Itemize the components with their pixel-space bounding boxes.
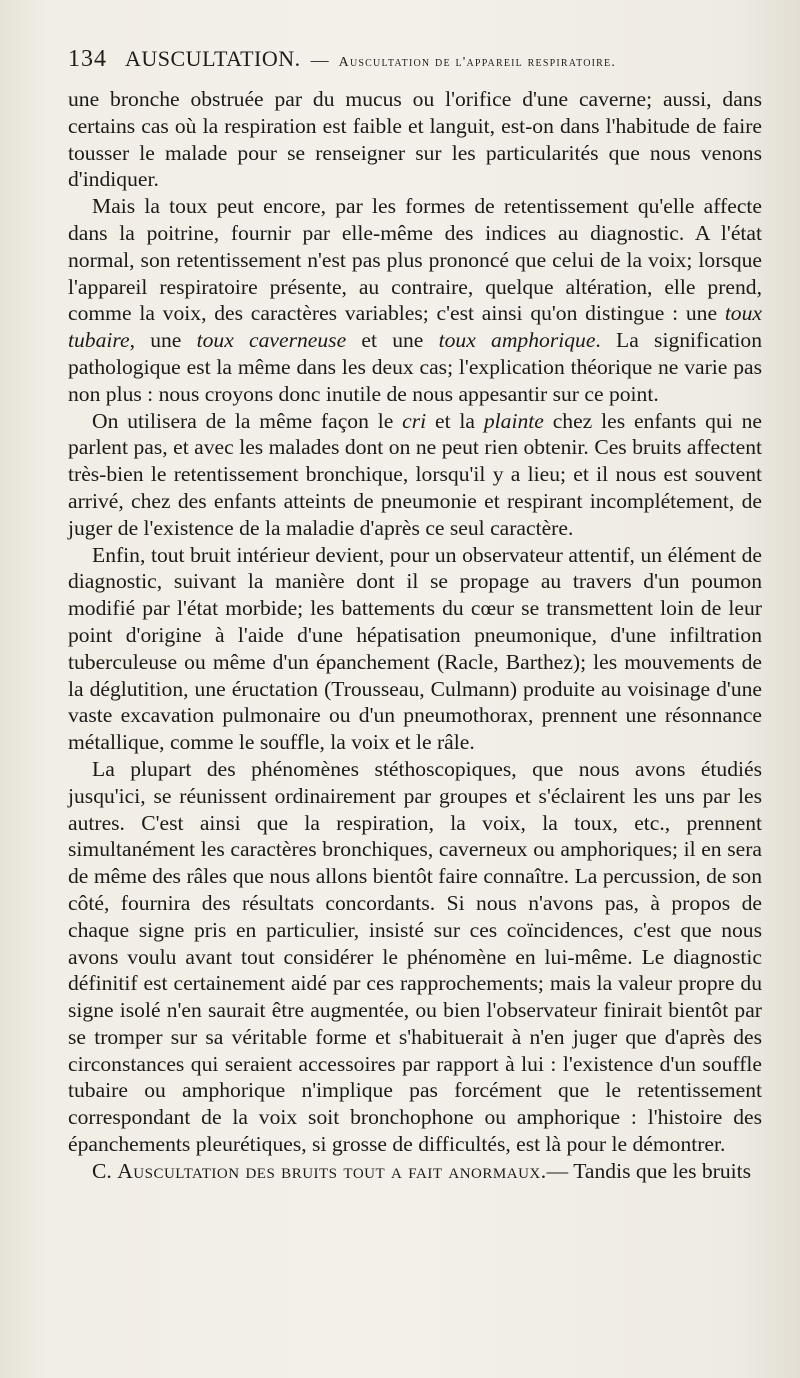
paragraph-1: une bronche obstruée par du mucus ou l'orifice d'une caverne; aussi, dans certains cas où la respiration est faible et languit, est-on dans l'habitude de faire tousser le malade pour se renseigner sur les particularités que nous venons d'indiquer. [68, 87, 762, 192]
running-header [68, 46, 762, 80]
running-subtitle: Auscultation de l'appareil respiratoire. [338, 55, 617, 70]
section-label: C. [92, 1158, 118, 1183]
running-title: AUSCULTATION. [125, 46, 301, 71]
paragraph-2-text-d: . La signification pathologique est la même dans les deux cas; l'explication théorique ne varie pas non plus : nous croyons donc inutile de nous appesantir sur ce point. [68, 328, 762, 406]
paragraph-2-text-a: Mais la toux peut encore, par les formes de retentissement qu'elle affecte dans la poitrine, fournir par elle-même des indices au diagnostic. A l'état normal, son retentissement n'est pas plus prononcé que celui de la voix; lorsque l'appareil respiratoire présente, au contraire, quelque altération, elle prend, comme la voix, des caractères variables; c'est ainsi qu'on distingue : une [68, 194, 762, 326]
term-toux-tubaire: toux tubaire [68, 301, 762, 353]
paragraph-2 [68, 193, 762, 407]
paragraph-6 [68, 1158, 762, 1185]
page-number: 134 [68, 46, 107, 72]
term-plainte: plainte [483, 408, 544, 433]
header-separator: — [310, 50, 329, 70]
paragraph-3-text-a: On utilisera de la même façon le [92, 408, 403, 433]
paragraph-2-text-b: , une [129, 328, 197, 353]
paragraph-6-text: — Tandis que les bruits [546, 1158, 752, 1183]
paragraph-2-text-c: et une [346, 328, 439, 353]
paragraph-4: Enfin, tout bruit intérieur devient, pour un observateur attentif, un élément de diagnostic, suivant la manière dont il se propage au travers d'un poumon modifié par l'état morbide; les battements du cœur se transmettent loin de leur point d'origine à l'aide d'une hépatisation pneumonique, d'une infiltration tuberculeuse ou même d'un épanchement (Racle, Barthez); les mouvements de la déglutition, une éructation (Trousseau, Culmann) produite au voisinage d'une vaste excavation pulmonaire ou d'un pneumothorax, prennent une résonnance métallique, comme le souffle, la voix et le râle. [68, 542, 762, 755]
page-body [68, 86, 762, 1185]
term-toux-amphorique: toux amphorique [438, 328, 596, 353]
term-cri: cri [402, 408, 427, 433]
paragraph-3-text-c: chez les enfants qui ne parlent pas, et avec les malades dont on ne peut rien obtenir. Ces bruits affectent très-bien le retentissement bronchique, lorsqu'il y a lieu; et il nous est souvent arrivé, chez des enfants atteints de pneumonie et respirant incomplétement, de juger de l'existence de la maladie d'après ce seul caractère. [68, 408, 762, 540]
term-toux-caverneuse: toux caverneuse [196, 328, 347, 353]
paragraph-3-text-b: et la [426, 408, 484, 433]
paragraph-5: La plupart des phénomènes stéthoscopiques, que nous avons étudiés jusqu'ici, se réunissent ordinairement par groupes et s'éclairent les uns par les autres. C'est ainsi que la respiration, la voix, la toux, etc., prennent simultanément les caractères bronchiques, caverneux ou amphoriques; il en sera de même des râles que nous allons bientôt faire connaître. La percussion, de son côté, fournira des résultats concordants. Si nous n'avons pas, à propos de chaque signe pris en particulier, insisté sur ces coïncidences, c'est que nous avons voulu avant tout considérer le phénomène en lui-même. Le diagnostic définitif est certainement aidé par ces rapprochements; mais la valeur propre du signe isolé n'en saurait être augmentée, ou bien l'observateur finirait bientôt par se tromper sur sa véritable forme et s'habituerait à n'en juger que d'après des circonstances qui seraient accessoires par rapport à lui : l'existence d'un souffle tubaire ou amphorique n'implique pas forcément que le retentissement correspondant de la voix soit bronchophone ou amphorique : l'histoire des épanchements pleurétiques, si grosse de difficultés, est là pour le démontrer. [68, 756, 762, 1157]
section-heading: Auscultation des bruits tout a fait anormaux. [117, 1158, 547, 1183]
paragraph-3 [68, 408, 762, 542]
